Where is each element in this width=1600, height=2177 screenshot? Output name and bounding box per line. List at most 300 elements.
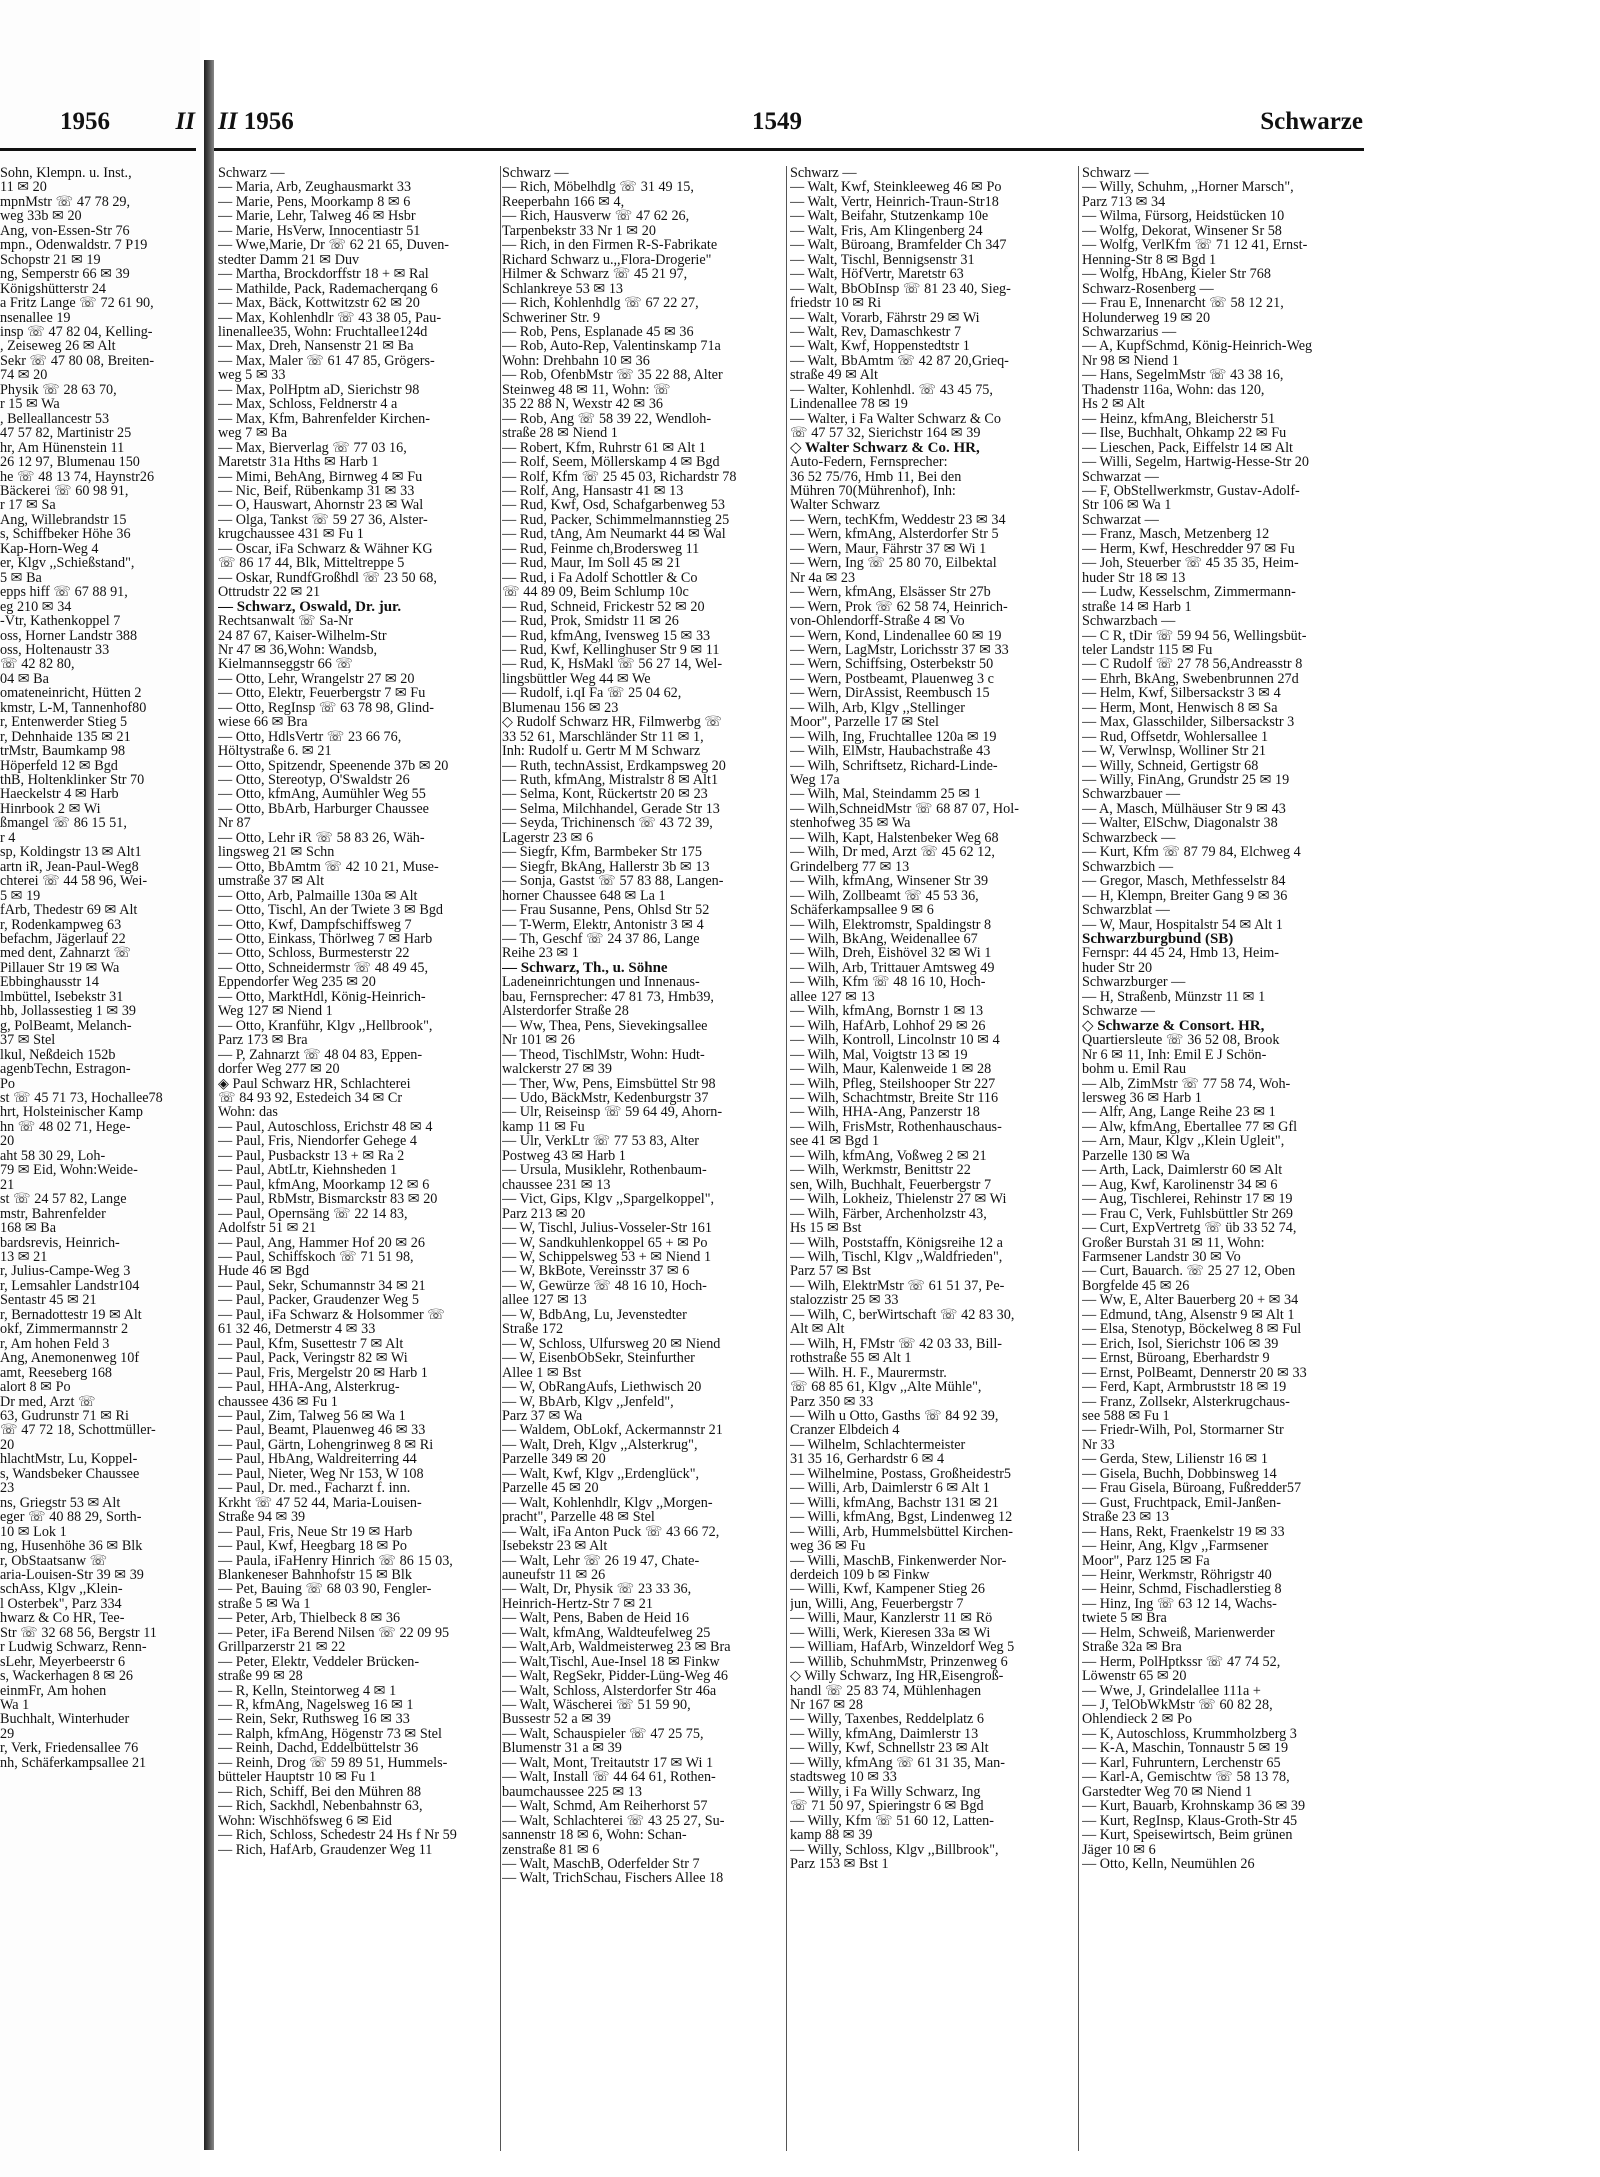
directory-entry-line: — Ww, Thea, Pens, Sievekingsallee <box>502 1018 708 1034</box>
directory-entry-line: 79 ✉ Eid, Wohn:Weide- <box>0 1163 138 1178</box>
directory-entry-line: — Walt, Dreh, Klgv ,,Alsterkrug", <box>502 1437 698 1453</box>
directory-entry-line: Schwarz-Rosenberg — <box>1082 281 1214 297</box>
directory-entry-line: kamp 88 ✉ 39 <box>790 1828 873 1843</box>
directory-entry-line: — Walt, Wäscherei ☏ 51 59 90, <box>502 1698 691 1713</box>
directory-entry-line: — Th, Geschf ☏ 24 37 86, Lange <box>502 932 700 947</box>
directory-entry-line: — Schwarz, Oswald, Dr. jur. <box>218 599 402 615</box>
directory-entry-line: 26 12 97, Blumenau 150 <box>0 455 140 470</box>
directory-entry-line: — Otto, Elektr, Feuerbergstr 7 ✉ Fu <box>218 686 426 701</box>
directory-entry-line: — Wolfg, HbAng, Kieler Str 768 <box>1082 267 1271 282</box>
directory-entry-line: — Peter, Elektr, Veddeler Brücken- <box>218 1654 420 1670</box>
directory-entry-line: — Walter, i Fa Walter Schwarz & Co <box>790 411 1001 427</box>
directory-entry-line: nh, Schäferkampsallee 21 <box>0 1755 147 1771</box>
directory-entry-line: twiete 5 ✉ Bra <box>1082 1611 1167 1626</box>
left-header-year: 1956 <box>60 108 110 135</box>
directory-entry-line: ☏ 84 93 92, Estedeich 34 ✉ Cr <box>218 1091 403 1106</box>
directory-entry-line: — Max, PolHptm aD, Sierichstr 98 <box>218 382 420 398</box>
right-header-rule <box>214 148 1364 151</box>
directory-entry-line: — Wilh, Arb, Trittauer Amtsweg 49 <box>790 960 995 976</box>
directory-entry-line: — Rolf, Seem, Möllerskamp 4 ✉ Bgd <box>502 455 720 470</box>
directory-entry-line: — Rich, Kohlenhdlg ☏ 67 22 27, <box>502 296 699 311</box>
directory-entry-line: — Rud, Feinme ch,Brodersweg 11 <box>502 541 700 557</box>
directory-entry-line: — Wilh, C, berWirtschaft ☏ 42 83 30, <box>790 1307 1015 1323</box>
directory-entry-line: Nr 33 <box>1082 1437 1115 1453</box>
directory-entry-line: — Ww, E, Alter Bauerberg 20 + ✉ 34 <box>1082 1293 1299 1308</box>
directory-entry-line: Auto-Federn, Fernsprecher: <box>790 455 948 470</box>
directory-entry-line: — Elsa, Stenotyp, Böckelweg 8 ✉ Ful <box>1082 1322 1302 1337</box>
directory-entry-line: — Ursula, Musiklehr, Rothenbaum- <box>502 1163 707 1178</box>
directory-entry-line: — Rob, Ang ☏ 58 39 22, Wendloh- <box>502 411 712 427</box>
directory-entry-line: — Wilhelm, Schlachtermeister <box>790 1437 966 1453</box>
directory-entry-line: Allee 1 ✉ Bst <box>502 1365 582 1381</box>
directory-entry-line: Wa 1 <box>0 1698 30 1713</box>
directory-entry-line: — Helm, Kwf, Silbersackstr 3 ✉ 4 <box>1082 686 1281 701</box>
directory-entry-line: — Wern, kfmAng, Alsterdorfer Str 5 <box>790 527 999 542</box>
directory-entry-line: — Franz, Masch, Metzenberg 12 <box>1082 527 1270 542</box>
directory-entry-line: oss, Holtenaustr 33 <box>0 642 110 658</box>
directory-entry-line: — Ralph, kfmAng, Högenstr 73 ✉ Stel <box>218 1726 442 1742</box>
directory-entry-line: — Rob, Pens, Esplanade 45 ✉ 36 <box>502 324 694 340</box>
directory-entry-line: — Willy, FinAng, Grundstr 25 ✉ 19 <box>1082 773 1290 788</box>
directory-entry-line: schAss, Klgv ,,Klein- <box>0 1582 123 1597</box>
directory-entry-line: — Theod, TischlMstr, Wohn: Hudt- <box>502 1047 705 1063</box>
directory-entry-line: horner Chaussee 648 ✉ La 1 <box>502 888 666 904</box>
directory-entry-line: — Wilh, Mal, Steindamm 25 ✉ 1 <box>790 787 981 802</box>
directory-entry-line: 23 <box>0 1481 15 1496</box>
directory-entry-line: Schlankreye 53 ✉ 13 <box>502 281 624 297</box>
directory-entry-line: r 4 <box>0 830 16 846</box>
directory-entry-line: — Paul, Opernsäng ☏ 22 14 83, <box>218 1206 408 1222</box>
directory-entry-line: Parz 153 ✉ Bst 1 <box>790 1857 889 1872</box>
directory-entry-line: — W, BdbAng, Lu, Jevenstedter <box>502 1307 687 1323</box>
directory-entry-line: — W, Schippelsweg 53 + ✉ Niend 1 <box>502 1249 712 1265</box>
directory-entry-line: Nr 167 ✉ 28 <box>790 1698 863 1713</box>
directory-entry-line: — Ernst, PolBeamt, Dennerstr 20 ✉ 33 <box>1082 1365 1307 1381</box>
directory-entry-line: see 41 ✉ Bgd 1 <box>790 1134 880 1149</box>
directory-entry-line: Schweriner Str. 9 <box>502 310 601 325</box>
directory-entry-line: — Siegfr, BkAng, Hallerstr 3b ✉ 13 <box>502 859 710 875</box>
directory-entry-line: — W, Gewürze ☏ 48 16 10, Hoch- <box>502 1278 707 1294</box>
directory-entry-line: sannenstr 18 ✉ 6, Wohn: Schan- <box>502 1828 687 1843</box>
directory-entry-line: — Willi, MaschB, Finkenwerder Nor- <box>790 1553 1007 1568</box>
column-divider <box>1078 166 1079 2151</box>
directory-entry-line: — Wilh, Dreh, Eishövel 32 ✉ Wi 1 <box>790 946 992 961</box>
directory-entry-line: — Willi, kfmAng, Bachstr 131 ✉ 21 <box>790 1495 999 1511</box>
directory-entry-line: kamp 11 ✉ Fu <box>502 1119 585 1135</box>
directory-entry-line: — Walt, Schloss, Alsterdorfer Str 46a <box>502 1683 717 1699</box>
directory-entry-line: — Wilh, Färber, Archenholzstr 43, <box>790 1206 987 1222</box>
directory-entry-line: 36 52 75/76, Hmb 11, Bei den <box>790 469 962 484</box>
directory-entry-line: ßmangel ☏ 86 15 51, <box>0 816 127 831</box>
directory-entry-line: s, Schiffbeker Höhe 36 <box>0 527 131 542</box>
directory-entry-line: — Curt, ExpVertretg ☏ üb 33 52 74, <box>1082 1221 1297 1236</box>
directory-entry-line: nsenallee 19 <box>0 310 71 325</box>
directory-entry-line: Ang, von-Essen-Str 76 <box>0 223 130 239</box>
directory-entry-line: Garstedter Weg 70 ✉ Niend 1 <box>1082 1784 1253 1800</box>
directory-entry-line: — Rob, OfenbMstr ☏ 35 22 88, Alter <box>502 368 723 383</box>
directory-entry-line: Schäferkampsallee 9 ✉ 6 <box>790 903 934 918</box>
directory-entry-line: — Otto, BbArb, Harburger Chaussee <box>218 801 429 817</box>
directory-entry-line: — Alw, kfmAng, Ebertallee 77 ✉ Gfl <box>1082 1119 1298 1135</box>
directory-entry-line: 24 87 67, Kaiser-Wilhelm-Str <box>218 628 387 643</box>
directory-entry-line: weg 5 ✉ 33 <box>218 368 286 383</box>
directory-entry-line: he ☏ 48 13 74, Haynstr26 <box>0 469 155 484</box>
directory-entry-line: Straße 23 ✉ 13 <box>1082 1510 1170 1525</box>
directory-entry-line: Farmsener Landstr 30 ✉ Vo <box>1082 1249 1241 1265</box>
directory-entry-line: — Ilse, Buchhalt, Ohkamp 22 ✉ Fu <box>1082 426 1287 441</box>
directory-entry-line: — Walt, BbObInsp ☏ 81 23 40, Sieg- <box>790 281 1011 297</box>
directory-entry-line: Hinrbook 2 ✉ Wi <box>0 801 101 817</box>
directory-entry-line: Inh: Rudolf u. Gertr M M Schwarz <box>502 744 701 759</box>
directory-entry-line: — K-A, Maschin, Tonnaustr 5 ✉ 19 <box>1082 1741 1289 1756</box>
directory-entry-line: Ang, Willebrandstr 15 <box>0 512 127 528</box>
directory-entry-line: Hs 15 ✉ Bst <box>790 1221 862 1236</box>
directory-entry-line: Parz 37 ✉ Wa <box>502 1408 583 1424</box>
directory-entry-line: — Walt, Kwf, Klgv ,,Erdenglück", <box>502 1466 700 1482</box>
directory-entry-line: — Max, Bierverlag ☏ 77 03 16, <box>218 440 407 456</box>
directory-entry-line: — Max, Maler ☏ 61 47 85, Grögers- <box>218 353 435 369</box>
directory-entry-line: — Friedr-Wilh, Pol, Stormarner Str <box>1082 1423 1284 1438</box>
directory-entry-line: baumchaussee 225 ✉ 13 <box>502 1784 642 1800</box>
directory-entry-line: chaussee 436 ✉ Fu 1 <box>218 1394 338 1409</box>
directory-entry-line: r, Dehnhaide 135 ✉ 21 <box>0 729 131 745</box>
directory-entry-line: — Wilh, Tischl, Klgv ,,Waldfrieden", <box>790 1249 1003 1265</box>
directory-entry-line: — Willi, Arb, Daimlerstr 6 ✉ Alt 1 <box>790 1481 990 1496</box>
directory-entry-line: — Kurt, RegInsp, Klaus-Groth-Str 45 <box>1082 1813 1298 1829</box>
directory-entry-line: Nr 4a ✉ 23 <box>790 570 856 586</box>
directory-entry-line: — Walt, kfmAng, Waldteufelweg 25 <box>502 1625 711 1641</box>
directory-entry-line: 61 32 46, Detmerstr 4 ✉ 33 <box>218 1322 376 1337</box>
directory-entry-line: — W, Schloss, Ulfursweg 20 ✉ Niend <box>502 1336 721 1352</box>
directory-entry-line: Schwarzbeck — <box>1082 830 1176 846</box>
directory-entry-line: — Otto, Lehr iR ☏ 58 83 26, Wäh- <box>218 830 425 846</box>
directory-entry-line: Jäger 10 ✉ 6 <box>1082 1842 1156 1858</box>
directory-entry-line: — Walt, BbAmtm ☏ 42 87 20,Grieq- <box>790 353 1009 369</box>
directory-entry-line: — W, EisenbObSekr, Steinfurther <box>502 1351 695 1366</box>
directory-entry-line: — Ferd, Kapt, Armbruststr 18 ✉ 19 <box>1082 1380 1287 1395</box>
directory-entry-line: — Wilh,SchneidMstr ☏ 68 87 07, Hol- <box>790 801 1019 817</box>
directory-entry-line: — Walter, Kohlenhdl. ☏ 43 45 75, <box>790 382 993 398</box>
directory-entry-line: — W, Verwlnsp, Wolliner Str 21 <box>1082 744 1266 759</box>
directory-entry-line: — Lieschen, Pack, Eiffelstr 14 ✉ Alt <box>1082 440 1293 456</box>
directory-entry-line: mpnMstr ☏ 47 78 29, <box>0 194 131 210</box>
directory-entry-line: fArb, Thedestr 69 ✉ Alt <box>0 903 138 918</box>
directory-entry-line: weg 33b ✉ 20 <box>0 209 82 224</box>
directory-entry-line: — Walt, Kohlenhdlr, Klgv ,,Morgen- <box>502 1495 713 1511</box>
directory-entry-line: — Gregor, Masch, Methfesselstr 84 <box>1082 874 1286 889</box>
directory-entry-line: ☏ 47 72 18, Schottmüller- <box>0 1423 156 1438</box>
directory-entry-line: — Paul, Schiffskoch ☏ 71 51 98, <box>218 1249 414 1265</box>
directory-entry-line: — Arth, Lack, Daimlerstr 60 ✉ Alt <box>1082 1163 1283 1178</box>
directory-entry-line: — Willy, kfmAng, Daimlerstr 13 <box>790 1726 979 1742</box>
directory-entry-line: Schwarz — <box>1082 166 1149 181</box>
directory-entry-line: hwarz & Co HR, Tee- <box>0 1611 125 1626</box>
directory-entry-line: — Wilh, Werkmstr, Benittstr 22 <box>790 1163 971 1178</box>
directory-entry-line: 5 ✉ 19 <box>0 888 41 904</box>
directory-entry-line: — Hans, SegelmMstr ☏ 43 38 16, <box>1082 368 1284 383</box>
directory-entry-line: stedter Damm 21 ✉ Duv <box>218 252 360 268</box>
directory-entry-line: auneufstr 11 ✉ 26 <box>502 1567 606 1583</box>
directory-entry-line: Parzelle 349 ✉ 20 <box>502 1452 606 1467</box>
directory-entry-line: — Rud, i Fa Adolf Schottler & Co <box>502 570 698 586</box>
directory-entry-line: — Wilh, FrisMstr, Rothenhauschaus- <box>790 1119 1002 1135</box>
directory-entry-line: — Martha, Brockdorffstr 18 + ✉ Ral <box>218 267 429 282</box>
directory-entry-line: r, ObStaatsanw ☏ <box>0 1553 108 1568</box>
directory-entry-line: — Rich, in den Firmen R-S-Fabrikate <box>502 238 718 253</box>
directory-entry-line: — Wern, kfmAng, Elsässer Str 27b <box>790 585 991 600</box>
directory-entry-line: — Walt, Vorarb, Fährstr 29 ✉ Wi <box>790 310 980 325</box>
directory-entry-line: — Selma, Milchhandel, Gerade Str 13 <box>502 801 720 817</box>
directory-entry-line: — Wern, Postbeamt, Plauenweg 3 c <box>790 671 994 687</box>
directory-entry-line: ns, Griegstr 53 ✉ Alt <box>0 1495 121 1511</box>
directory-entry-line: Schwarzbich — <box>1082 859 1174 875</box>
directory-entry-line: — Wilh, Kfm ☏ 48 16 10, Hoch- <box>790 975 986 990</box>
directory-entry-line: — Paul, Packer, Graudenzer Weg 5 <box>218 1293 419 1308</box>
directory-entry-line: Quartiersleute ☏ 36 52 08, Brook <box>1082 1033 1280 1048</box>
directory-column-3 <box>790 166 1076 2151</box>
right-header-edition <box>218 108 294 136</box>
directory-entry-line: — Alfr, Ang, Lange Reihe 23 ✉ 1 <box>1082 1105 1276 1120</box>
directory-entry-line: — Willy, Taxenbes, Reddelplatz 6 <box>790 1712 984 1727</box>
directory-entry-line: Steinweg 48 ✉ 11, Wohn: ☏ <box>502 382 671 398</box>
directory-entry-line: — Walt, Schlachterei ☏ 43 25 27, Su- <box>502 1813 725 1829</box>
directory-entry-line: — Wern, LagMstr, Lorichsstr 37 ✉ 33 <box>790 642 1009 658</box>
directory-entry-line: — Walter, ElSchw, Diagonalstr 38 <box>1082 816 1278 831</box>
directory-entry-line: — Wilh, Schachtmstr, Breite Str 116 <box>790 1091 999 1106</box>
directory-entry-line: hn ☏ 48 02 71, Hege- <box>0 1119 131 1135</box>
directory-entry-line: — W, Maur, Hospitalstr 54 ✉ Alt 1 <box>1082 917 1283 933</box>
directory-entry-line: — Wilh, Schriftsetz, Richard-Linde- <box>790 758 998 774</box>
directory-column-4 <box>1082 166 1372 2151</box>
directory-entry-line: — Otto, Schneidermstr ☏ 48 49 45, <box>218 960 429 976</box>
directory-entry-line: — Walt, Dr, Physik ☏ 23 33 36, <box>502 1582 692 1597</box>
directory-entry-line: — Willi, Segelm, Hartwig-Hesse-Str 20 <box>1082 455 1309 470</box>
directory-entry-line: 04 ✉ Ba <box>0 671 49 687</box>
directory-entry-line: — Erich, Isol, Sierichstr 106 ✉ 39 <box>1082 1336 1279 1352</box>
directory-entry-line: Po <box>0 1076 15 1091</box>
directory-entry-line: Straße 32a ✉ Bra <box>1082 1640 1182 1655</box>
directory-entry-line: — W, Tischl, Julius-Vosseler-Str 161 <box>502 1221 712 1236</box>
directory-entry-line: — Otto, Schloss, Burmesterstr 22 <box>218 946 410 961</box>
right-page-header <box>218 108 1363 148</box>
directory-entry-line: 31 35 16, Gerhardstr 6 ✉ 4 <box>790 1452 945 1467</box>
directory-entry-line: — Wilma, Fürsorg, Heidstücken 10 <box>1082 209 1285 224</box>
directory-entry-line: — Willy, Kwf, Schnellstr 23 ✉ Alt <box>790 1741 989 1756</box>
directory-entry-line: — Paul, Autoschloss, Erichstr 48 ✉ 4 <box>218 1119 433 1135</box>
directory-entry-line: sp, Koldingstr 13 ✉ Alt1 <box>0 845 142 860</box>
directory-entry-line: wiese 66 ✉ Bra <box>218 715 308 730</box>
directory-entry-line: Wohn: Wischhöfsweg 6 ✉ Eid <box>218 1813 392 1829</box>
directory-entry-line: stadtsweg 10 ✉ 33 <box>790 1770 897 1785</box>
directory-entry-line: — Pet, Bauing ☏ 68 03 90, Fengler- <box>218 1582 432 1597</box>
directory-entry-line: — Wilh, BkAng, Weidenallee 67 <box>790 932 978 947</box>
directory-entry-line: — Walt, Mont, Treitautstr 17 ✉ Wi 1 <box>502 1755 714 1771</box>
directory-entry-line: — Otto, Kranführ, Klgv ,,Hellbrook", <box>218 1018 433 1034</box>
directory-entry-line: Wohn: Drehbahn 10 ✉ 36 <box>502 353 650 369</box>
directory-entry-line: — Rud, tAng, Am Neumarkt 44 ✉ Wal <box>502 527 726 542</box>
directory-entry-line: — Rich, Möbelhdlg ☏ 31 49 15, <box>502 180 694 195</box>
directory-entry-line: sLehr, Meyerbeerstr 6 <box>0 1654 126 1670</box>
directory-entry-line: a Fritz Lange ☏ 72 61 90, <box>0 296 154 311</box>
directory-entry-line: — Rob, Auto-Rep, Valentinskamp 71a <box>502 339 721 354</box>
directory-entry-line: huder Str 20 <box>1082 960 1153 976</box>
directory-entry-line: Ang, Anemonenweg 10f <box>0 1351 140 1366</box>
directory-entry-line: lkul, Neßdeich 152b <box>0 1047 116 1063</box>
directory-entry-line: — Wilh, Zollbeamt ☏ 45 53 36, <box>790 888 979 904</box>
directory-entry-line: thB, Holtenklinker Str 70 <box>0 773 145 788</box>
directory-entry-line: — Selma, Kont, Rückertstr 20 ✉ 23 <box>502 787 708 802</box>
directory-entry-line: Parz 713 ✉ 34 <box>1082 194 1166 210</box>
directory-entry-line: — W, Sandkuhlenkoppel 65 + ✉ Po <box>502 1235 708 1250</box>
directory-entry-line: Ebbinghausstr 14 <box>0 975 99 990</box>
directory-entry-line: — Rudolf, i.qI Fa ☏ 25 04 62, <box>502 686 682 701</box>
directory-entry-line: Blumenstr 31 a ✉ 39 <box>502 1741 622 1756</box>
directory-entry-line: — Willi, Kwf, Kampener Stieg 26 <box>790 1582 986 1597</box>
directory-entry-line: handl ☏ 25 83 74, Mühlenhagen <box>790 1683 982 1699</box>
directory-entry-line: ☏ 47 57 32, Sierichstr 164 ✉ 39 <box>790 426 981 441</box>
directory-entry-line: stenhofweg 35 ✉ Wa <box>790 816 911 831</box>
directory-entry-line: Nr 6 ✉ 11, Inh: Emil E J Schön- <box>1082 1047 1267 1063</box>
directory-entry-line: — Walt,Arb, Waldmeisterweg 23 ✉ Bra <box>502 1640 731 1655</box>
directory-entry-line: — Wwe,Marie, Dr ☏ 62 21 65, Duven- <box>218 238 450 253</box>
directory-entry-line: umstraße 37 ✉ Alt <box>218 874 325 889</box>
directory-entry-line: — W, BbArb, Klgv ,,Jenfeld", <box>502 1394 674 1409</box>
directory-entry-line: aht 58 30 29, Loh- <box>0 1148 106 1164</box>
directory-entry-line: Höperfeld 12 ✉ Bgd <box>0 758 118 774</box>
directory-entry-line: Schwarz — <box>790 166 857 181</box>
directory-entry-line: — Max, Schloss, Feldnerstr 4 a <box>218 397 398 412</box>
directory-entry-line: er, Klgv ,,Schießstand", <box>0 556 135 571</box>
directory-entry-line: Str ☏ 32 68 56, Bergstr 11 <box>0 1625 157 1641</box>
directory-entry-line: — P, Zahnarzt ☏ 48 04 83, Eppen- <box>218 1047 423 1063</box>
directory-entry-line: — Nic, Beif, Rübenkamp 31 ✉ 33 <box>218 483 415 499</box>
directory-entry-line: Moor", Parzelle 17 ✉ Stel <box>790 715 939 730</box>
directory-entry-line: — Wern, Ing ☏ 25 80 70, Eilbektal <box>790 556 997 571</box>
directory-entry-line: — Vict, Gips, Klgv ,,Spargelkoppel", <box>502 1192 715 1207</box>
directory-entry-line: walckerstr 27 ✉ 39 <box>502 1062 612 1077</box>
directory-entry-line: — Mimi, BehAng, Birnweg 4 ✉ Fu <box>218 469 423 484</box>
directory-entry-line: Löwenstr 65 ✉ 20 <box>1082 1669 1187 1684</box>
page-keyword: Schwarze <box>1260 108 1363 135</box>
directory-entry-line: Weg 127 ✉ Niend 1 <box>218 1004 333 1019</box>
directory-entry-line: — Paul, kfmAng, Moorkamp 12 ✉ 6 <box>218 1177 430 1193</box>
directory-entry-line: — Helm, Schweiß, Marienwerder <box>1082 1625 1275 1641</box>
directory-entry-line: — Rud, Packer, Schimmelmannstieg 25 <box>502 512 730 528</box>
directory-entry-line: — Walt, Kwf, Steinkleeweg 46 ✉ Po <box>790 180 1002 195</box>
directory-entry-line: — Rich, Sackhdl, Nebenbahnstr 63, <box>218 1799 423 1814</box>
directory-entry-line: — Wilh, H, FMstr ☏ 42 03 33, Bill- <box>790 1336 1003 1352</box>
directory-entry-line: — Otto, Stereotyp, O'Swaldstr 26 <box>218 773 410 788</box>
directory-entry-line: von-Ohlendorff-Straße 4 ✉ Vo <box>790 614 965 629</box>
directory-entry-line: weg 36 ✉ Fu <box>790 1539 866 1554</box>
directory-entry-line: 47 57 82, Martinistr 25 <box>0 426 132 441</box>
directory-entry-line: — Rolf, Ang, Hansastr 41 ✉ 13 <box>502 483 684 499</box>
directory-entry-line: Thadenstr 116a, Wohn: das 120, <box>1082 382 1265 398</box>
directory-entry-line: Nr 98 ✉ Niend 1 <box>1082 353 1179 369</box>
directory-entry-line: — Paul, RbMstr, Bismarckstr 83 ✉ 20 <box>218 1192 438 1207</box>
directory-entry-line: — Wwe, J, Grindelallee 111a + <box>1082 1683 1261 1699</box>
directory-entry-line: Parz 173 ✉ Bra <box>218 1033 308 1048</box>
directory-entry-line: trMstr, Baumkamp 98 <box>0 744 126 759</box>
directory-entry-line: — Walt, Vertr, Heinrich-Traun-Str18 <box>790 194 999 210</box>
directory-entry-line: — Wilh, Elektromstr, Spaldingstr 8 <box>790 917 992 933</box>
directory-entry-line: sen, Wilh, Buchhalt, Feuerbergstr 7 <box>790 1177 992 1193</box>
directory-entry-line: ◈ Paul Schwarz HR, Schlachterei <box>218 1076 411 1091</box>
directory-entry-line: — Walt, TrichSchau, Fischers Allee 18 <box>502 1871 724 1886</box>
directory-entry-line: 20 <box>0 1134 15 1149</box>
directory-entry-line: — Willi, Werk, Kieresen 33a ✉ Wi <box>790 1625 991 1641</box>
directory-entry-line: — W, ObRangAufs, Liethwisch 20 <box>502 1380 702 1395</box>
directory-entry-line: — Sonja, Gastst ☏ 57 83 88, Langen- <box>502 874 724 889</box>
directory-entry-line: — Willy, Schneid, Gertigstr 68 <box>1082 758 1259 774</box>
directory-entry-line: — A, Masch, Mülhäuser Str 9 ✉ 43 <box>1082 801 1286 817</box>
directory-entry-line: r 17 ✉ Sa <box>0 498 56 513</box>
directory-entry-line: — C Rudolf ☏ 27 78 56,Andreasstr 8 <box>1082 657 1303 672</box>
directory-entry-line: — Walt, Tischl, Bennigsenstr 31 <box>790 252 975 268</box>
directory-entry-line: s, Wandsbeker Chaussee <box>0 1466 140 1482</box>
directory-entry-line: Hude 46 ✉ Bgd <box>218 1264 310 1279</box>
directory-entry-line: Nr 87 <box>218 816 251 831</box>
directory-entry-line: — H, Straßenb, Münzstr 11 ✉ 1 <box>1082 989 1266 1005</box>
directory-entry-line: Grillparzerstr 21 ✉ 22 <box>218 1640 346 1655</box>
directory-entry-line: st ☏ 45 71 73, Hochallee78 <box>0 1091 163 1106</box>
directory-entry-line: Isebekstr 23 ✉ Alt <box>502 1539 608 1554</box>
directory-entry-line: Bäckerei ☏ 60 98 91, <box>0 483 129 499</box>
directory-entry-line: — Wilh, Lokheiz, Thielenstr 27 ✉ Wi <box>790 1192 1007 1207</box>
directory-entry-line: — Rud, Maur, Im Soll 45 ✉ 21 <box>502 556 681 571</box>
directory-entry-line: huder Str 18 ✉ 13 <box>1082 570 1186 586</box>
directory-entry-line: Haeckelstr 4 ✉ Harb <box>0 787 119 802</box>
directory-entry-line: — Willy, Schuhm, ,,Horner Marsch", <box>1082 180 1294 195</box>
directory-entry-line: — Rein, Sekr, Ruthsweg 16 ✉ 33 <box>218 1712 410 1727</box>
directory-entry-line: Reeperbahn 166 ✉ 4, <box>502 194 625 210</box>
directory-entry-line: Adolfstr 51 ✉ 21 <box>218 1221 317 1236</box>
directory-entry-line: — Willy, kfmAng ☏ 61 31 35, Man- <box>790 1755 1005 1771</box>
directory-entry-line: Schwarz — <box>218 166 285 181</box>
directory-entry-line: Henning-Str 8 ✉ Bgd 1 <box>1082 252 1217 268</box>
directory-entry-line: — Karl-A, Gemischtw ☏ 58 13 78, <box>1082 1770 1290 1785</box>
directory-entry-line: — Paul, HHA-Ang, Alsterkrug- <box>218 1380 400 1395</box>
directory-entry-line: — Wilh, ElMstr, Haubachstraße 43 <box>790 744 991 759</box>
directory-entry-line: Schwarzbach — <box>1082 614 1176 629</box>
directory-entry-line: Schwarzat — <box>1082 512 1159 528</box>
directory-entry-line: — Walt, Büroang, Bramfelder Ch 347 <box>790 238 1007 253</box>
directory-entry-line: — Reinh, Drog ☏ 59 89 51, Hummels- <box>218 1755 448 1771</box>
directory-entry-line: — Wern, Schiffsing, Osterbekstr 50 <box>790 657 994 672</box>
book-gutter <box>204 60 214 2150</box>
directory-entry-line: weg 7 ✉ Ba <box>218 426 288 441</box>
directory-entry-line: 37 ✉ Stel <box>0 1033 56 1048</box>
directory-entry-line: Weg 17a <box>790 773 840 788</box>
directory-entry-line: Schwarzblat — <box>1082 903 1170 918</box>
directory-entry-line: — Ruth, technAssist, Erdkampsweg 20 <box>502 758 726 774</box>
directory-column-1 <box>218 166 498 2151</box>
directory-entry-line: ☏ 71 50 97, Spieringstr 6 ✉ Bgd <box>790 1799 984 1814</box>
directory-entry-line: — Peter, iFa Berend Nilsen ☏ 22 09 95 <box>218 1625 450 1641</box>
directory-entry-line: — Rud, Schneid, Frickestr 52 ✉ 20 <box>502 599 705 615</box>
directory-entry-line: — Gust, Fruchtpack, Emil-Janßen- <box>1082 1495 1281 1511</box>
directory-entry-line: 11 ✉ 20 <box>0 180 47 195</box>
directory-entry-line: — Heinr, Werkmstr, Röhrigstr 40 <box>1082 1567 1272 1583</box>
directory-entry-line: — Wilh, kfmAng, Winsener Str 39 <box>790 874 989 889</box>
directory-entry-line: Str 106 ✉ Wa 1 <box>1082 498 1172 513</box>
directory-entry-line: derdeich 109 b ✉ Finkw <box>790 1567 930 1583</box>
directory-entry-line: — Max, Bäck, Kottwitzstr 62 ✉ 20 <box>218 296 420 311</box>
directory-entry-line: — Wilh, Kapt, Halstenbeker Weg 68 <box>790 830 999 846</box>
column-divider <box>786 166 787 2151</box>
directory-entry-line: Ohlendieck 2 ✉ Po <box>1082 1712 1193 1727</box>
directory-entry-line: — Wilh, Dr med, Arzt ☏ 45 62 12, <box>790 845 995 860</box>
